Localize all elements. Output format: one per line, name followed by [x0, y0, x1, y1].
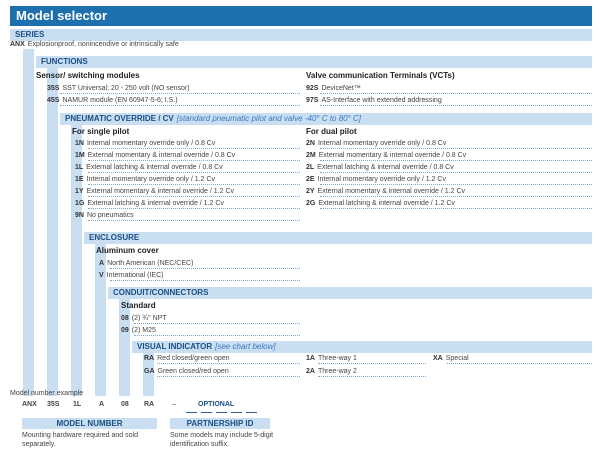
override-divider	[88, 184, 300, 185]
vct-item: 97S AS-Interface with extended addressing	[306, 97, 442, 104]
override-item: 1M External momentary & internal override / 0.8 Cv	[75, 152, 236, 159]
visual-item: RA Red closed/green open	[144, 355, 230, 362]
model-number-header: MODEL NUMBER	[22, 418, 157, 429]
override-divider	[320, 160, 592, 161]
vct-divider	[320, 93, 592, 94]
sensor-item: 35S SST Universal; 20 - 250 volt (NO sensor)	[47, 85, 190, 92]
override-item: 1L External latching & internal override / 0.8 Cv	[75, 164, 223, 171]
visual-divider	[318, 376, 426, 377]
enclosure-header: ENCLOSURE	[84, 232, 592, 244]
vct-item: 92S DeviceNet™	[306, 85, 361, 92]
override-divider	[320, 184, 592, 185]
single-pilot-title: For single pilot	[72, 127, 130, 136]
example-label: Model number example	[10, 390, 84, 397]
enclosure-sub: Aluminum cover	[96, 246, 159, 255]
vct-title: Valve communication Terminals (VCTs)	[306, 71, 455, 80]
series-connector	[23, 49, 34, 396]
override-item: 2N Internal momentary override only / 0.8 Cv	[306, 140, 447, 147]
override-item: 1Y External momentary & internal override / 1.2 Cv	[75, 188, 235, 195]
override-item: 2M External momentary & internal override / 0.8 Cv	[306, 152, 467, 159]
functions-header: FUNCTIONS	[36, 56, 592, 68]
enclosure-item: V International (IEC)	[99, 272, 164, 279]
optional-slot	[231, 412, 242, 413]
override-item: 2G External latching & internal override / 1.2 Cv	[306, 200, 455, 207]
page-title: Model selector	[10, 6, 592, 26]
override-header: PNEUMATIC OVERRIDE / CV [standard pneumatic pilot and valve -40° C to 80° C]	[60, 113, 592, 125]
example-code: 35S	[47, 401, 60, 408]
visual-divider	[318, 363, 426, 364]
sensor-item: 45S NAMUR module (EN 60947-5-6; I.S.)	[47, 97, 178, 104]
visual-item: XA Special	[433, 355, 469, 362]
optional-slot	[186, 412, 197, 413]
partnership-desc: Some models may include 5-digit identification suffix.	[170, 432, 274, 448]
override-divider	[88, 148, 300, 149]
conduit-divider	[134, 323, 300, 324]
enclosure-divider	[110, 268, 300, 269]
vct-divider	[320, 105, 592, 106]
functions-connector	[47, 66, 58, 396]
visual-divider	[157, 376, 300, 377]
override-divider	[88, 196, 300, 197]
override-divider	[88, 172, 300, 173]
override-item: 2L External latching & internal override / 0.8 Cv	[306, 164, 454, 171]
override-item: 2E Internal momentary override only / 1.2 Cv	[306, 176, 446, 183]
override-divider	[88, 220, 300, 221]
override-divider	[88, 160, 300, 161]
example-code: 1L	[73, 401, 82, 408]
conduit-sub: Standard	[121, 301, 156, 310]
override-item: 1G External latching & internal override / 1.2 Cv	[75, 200, 224, 207]
example-code: ANX	[22, 401, 37, 408]
visual-item: 1A Three-way 1	[306, 355, 357, 362]
conduit-header: CONDUIT/CONNECTORS	[108, 287, 592, 299]
conduit-connector	[119, 297, 130, 396]
visual-divider	[447, 363, 592, 364]
conduit-divider	[134, 335, 300, 336]
optional-slot	[216, 412, 227, 413]
model-number-desc: Mounting hardware required and sold separately.	[22, 432, 138, 448]
example-dash: –	[172, 401, 176, 408]
partnership-header: PARTNERSHIP ID	[170, 418, 270, 429]
override-item: 1N Internal momentary override only / 0.8 Cv	[75, 140, 216, 147]
conduit-item: 09 (2) M25	[121, 327, 156, 334]
override-divider	[320, 172, 592, 173]
visual-item: 2A Three-way 2	[306, 368, 357, 375]
sensor-divider	[60, 105, 300, 106]
override-item: 1E Internal momentary override only / 1.2 Cv	[75, 176, 215, 183]
optional-slot	[246, 412, 257, 413]
conduit-item: 08 (2) ¾" NPT	[121, 315, 167, 322]
override-divider	[320, 148, 592, 149]
example-code: A	[99, 401, 105, 408]
series-code: ANX	[10, 41, 25, 48]
optional-slot	[201, 412, 212, 413]
series-desc: Explosionproof, nonincendive or intrinsically safe	[27, 41, 179, 48]
sensor-divider	[60, 93, 300, 94]
example-optional: OPTIONAL	[198, 401, 235, 408]
series-header: SERIES	[10, 29, 592, 41]
series-row	[10, 40, 179, 50]
override-item: 9N No pneumatics	[75, 212, 134, 219]
override-divider	[320, 208, 592, 209]
visual-item: GA Green closed/red open	[144, 368, 229, 375]
visual-divider	[157, 363, 300, 364]
enclosure-divider	[110, 280, 300, 281]
enclosure-item: A North American (NEC/CEC)	[99, 260, 194, 267]
sensor-title: Sensor/ switching modules	[36, 71, 140, 80]
example-code: RA	[144, 401, 155, 408]
example-code: 08	[121, 401, 129, 408]
visual-header: VISUAL INDICATOR [see chart below]	[132, 341, 592, 353]
dual-pilot-title: For dual pilot	[306, 127, 357, 136]
override-divider	[320, 196, 592, 197]
override-item: 2Y External momentary & internal override / 1.2 Cv	[306, 188, 466, 195]
override-divider	[88, 208, 300, 209]
